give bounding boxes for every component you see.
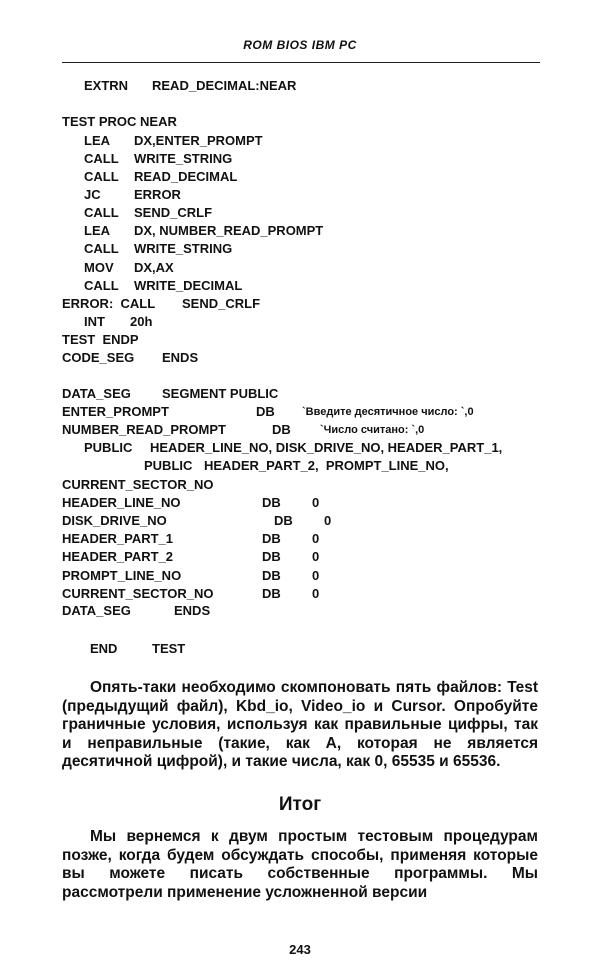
code-token: 0: [312, 568, 320, 583]
code-token: SEND_CRLF: [134, 205, 213, 220]
code-token: DB: [262, 495, 281, 510]
code-token: READ_DECIMAL:NEAR: [152, 78, 297, 93]
code-token: 0: [312, 531, 320, 546]
code-token: DATA_SEG: [62, 386, 131, 401]
code-token: DX, NUMBER_READ_PROMPT: [134, 223, 324, 238]
code-token: INT: [84, 314, 105, 329]
code-token: WRITE_DECIMAL: [134, 278, 243, 293]
body-paragraph: [62, 828, 538, 902]
code-token: ENTER_PROMPT: [62, 404, 169, 419]
page-number: 243: [289, 942, 311, 957]
body-paragraph: [62, 679, 538, 772]
code-token: MOV: [84, 260, 114, 275]
code-token: HEADER_PART_2, PROMPT_LINE_NO,: [204, 458, 449, 473]
code-token: HEADER_LINE_NO, DISK_DRIVE_NO, HEADER_PART_1,: [150, 440, 503, 455]
code-token: CALL: [84, 241, 119, 256]
code-token: ERROR: [134, 187, 181, 202]
code-token: NUMBER_READ_PROMPT: [62, 422, 226, 437]
header-rule: [62, 62, 540, 63]
code-token: END: [90, 641, 118, 656]
code-token: TEST: [152, 641, 186, 656]
code-token: 0: [312, 586, 320, 601]
code-token: 0: [312, 549, 320, 564]
code-token: HEADER_PART_2: [62, 549, 174, 564]
code-token: DB: [262, 586, 281, 601]
paragraph-text: Опять-таки необходимо скомпоновать пять файлов: Test (предыдущий файл), Kbd_io, Video_io и Cursor. Опробуйте граничные условия, используя как правильные цифры, так и неправильные (такие, как A, которая не является десятичной цифрой), и такие числа, как 0, 65535 и 65536.: [62, 679, 538, 770]
code-token: DB: [262, 549, 281, 564]
code-token: DB: [272, 422, 291, 437]
code-token: EXTRN: [84, 78, 129, 93]
code-token: DB: [274, 513, 293, 528]
code-token: CALL: [84, 278, 119, 293]
code-token: HEADER_PART_1: [62, 531, 174, 546]
code-token: READ_DECIMAL: [134, 169, 238, 184]
code-token: ENDS: [162, 350, 199, 365]
code-token: PUBLIC: [144, 458, 193, 473]
code-token: TEST PROC NEAR: [62, 114, 177, 129]
code-token: JC: [84, 187, 101, 202]
code-token: 20h: [130, 314, 153, 329]
code-token: DX,ENTER_PROMPT: [134, 133, 263, 148]
code-token: CALL: [84, 205, 119, 220]
section-heading: Итог: [278, 794, 322, 815]
code-token: DB: [262, 568, 281, 583]
code-token: LEA: [84, 133, 110, 148]
code-token: PROMPT_LINE_NO: [62, 568, 182, 583]
code-token: LEA: [84, 223, 110, 238]
code-token: CODE_SEG: [62, 350, 135, 365]
code-token: CURRENT_SECTOR_NO: [62, 477, 214, 492]
code-token: SEGMENT PUBLIC: [162, 386, 279, 401]
code-token: SEND_CRLF: [182, 296, 261, 311]
code-token: `Число считано: `,0: [320, 424, 425, 436]
code-token: 0: [324, 513, 332, 528]
code-token: DB: [256, 404, 275, 419]
code-token: CALL: [84, 169, 119, 184]
code-token: HEADER_LINE_NO: [62, 495, 181, 510]
code-token: CURRENT_SECTOR_NO: [62, 586, 214, 601]
code-token: TEST ENDP: [62, 332, 139, 347]
paragraph-text: Мы вернемся к двум простым тестовым процедурам позже, когда будем обсуждать способы, применяя которые вы можете писать собственные программы. Мы рассмотрели применение усложненной версии: [62, 828, 538, 901]
code-token: `Введите десятичное число: `,0: [302, 406, 474, 418]
code-token: DISK_DRIVE_NO: [62, 513, 167, 528]
code-token: ERROR: CALL: [62, 296, 156, 311]
code-token: DATA_SEG: [62, 603, 131, 618]
code-token: 0: [312, 495, 320, 510]
code-token: CALL: [84, 151, 119, 166]
code-token: DX,AX: [134, 260, 174, 275]
code-token: PUBLIC: [84, 440, 133, 455]
code-token: ENDS: [174, 603, 211, 618]
code-token: WRITE_STRING: [134, 241, 233, 256]
running-header: ROM BIOS IBM PC: [243, 38, 357, 52]
code-token: DB: [262, 531, 281, 546]
code-token: WRITE_STRING: [134, 151, 233, 166]
